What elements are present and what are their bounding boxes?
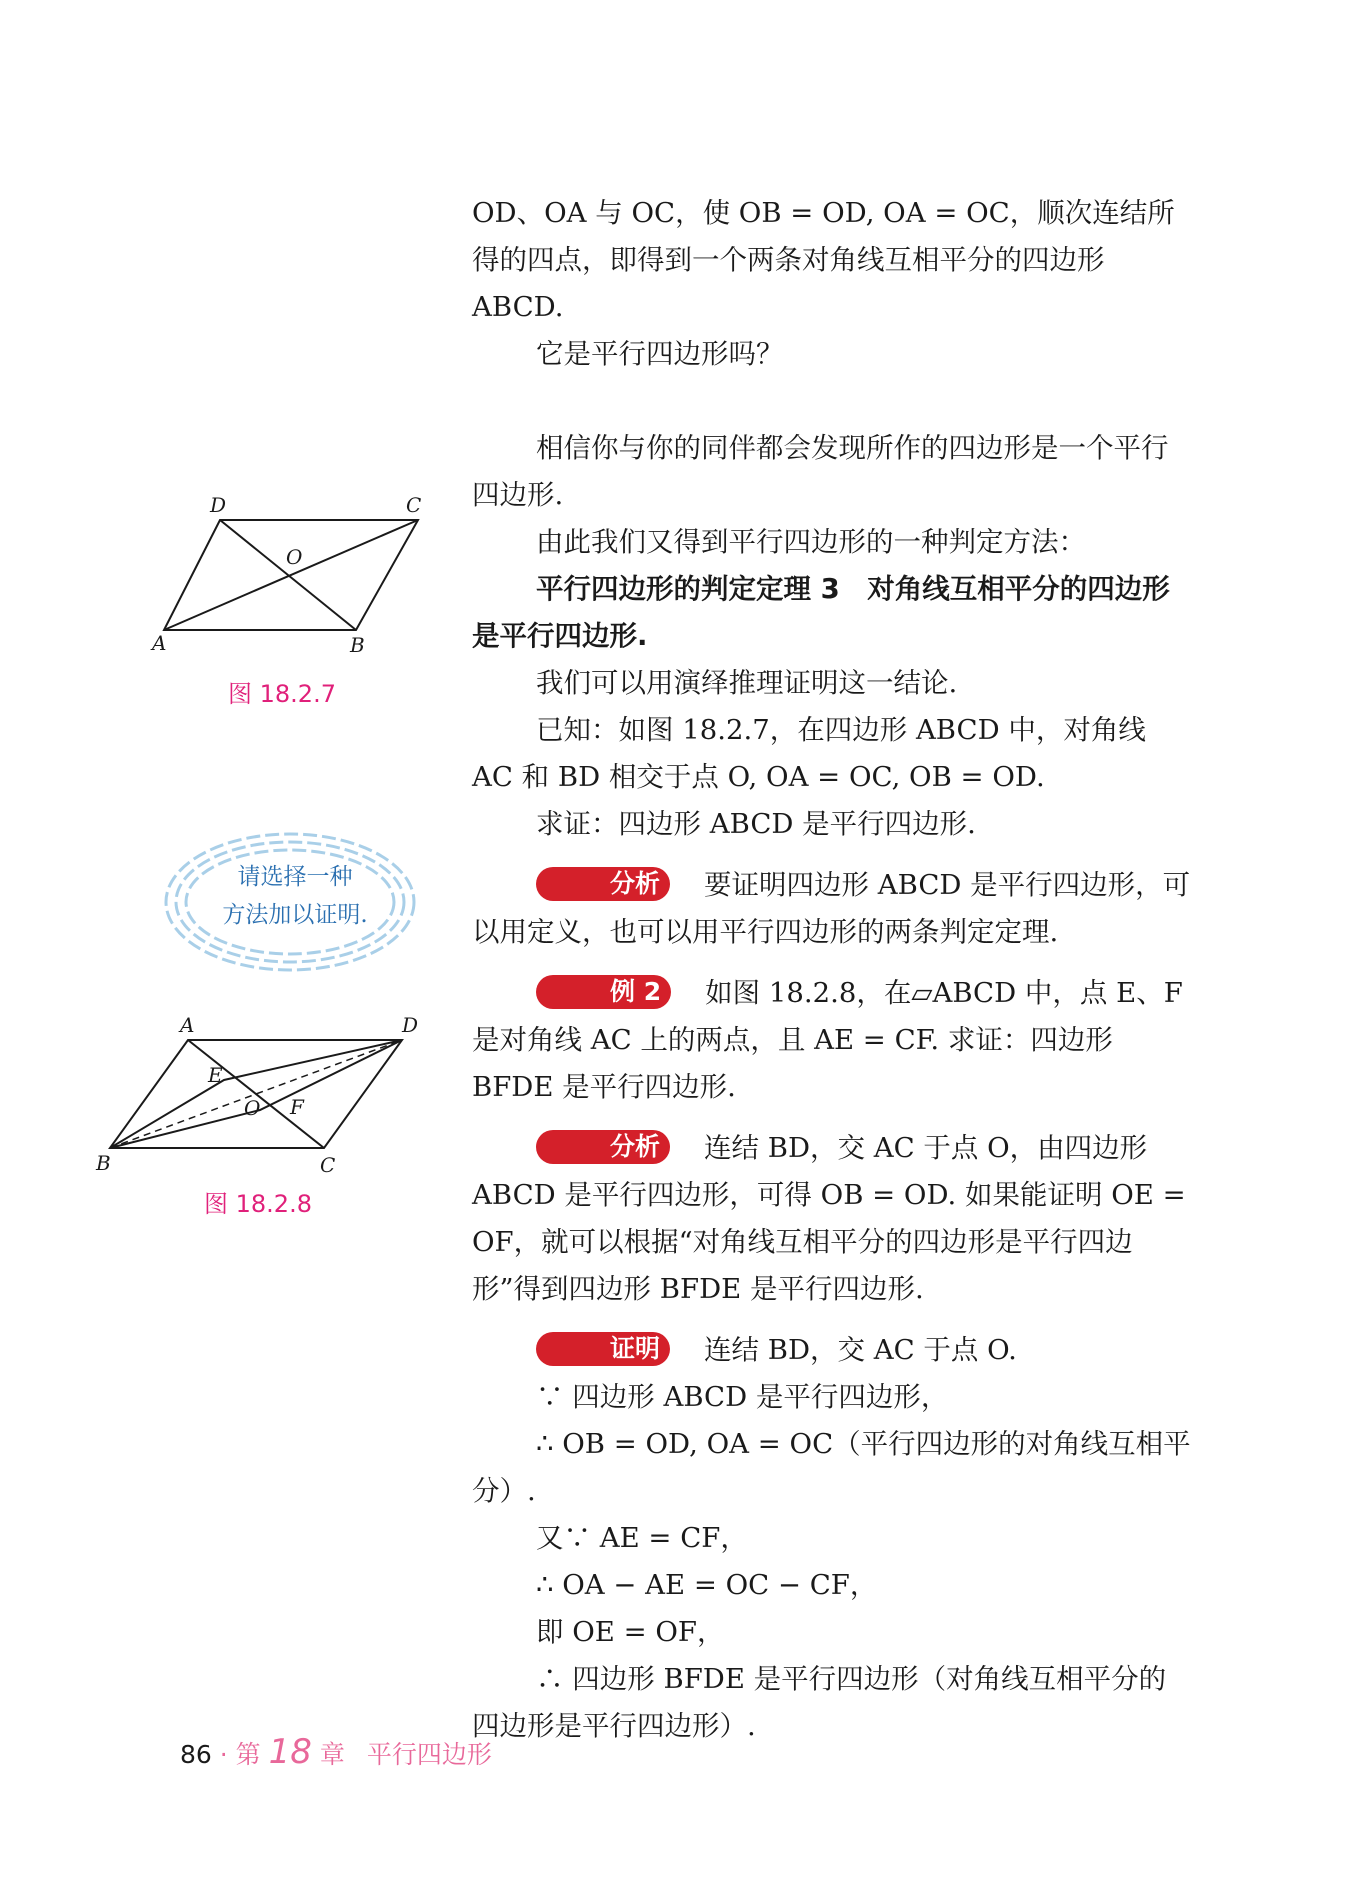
proof-tag: 证明 [536, 1332, 670, 1366]
footer-dot: · [219, 1740, 228, 1769]
analysis-1 [472, 862, 1192, 956]
label-D: D [210, 493, 227, 517]
label-B: B [96, 1151, 111, 1175]
chapter-pre: 第 [235, 1740, 261, 1769]
proof-line: ∴ OA − AE = OC − CF， [536, 1569, 878, 1601]
chapter-number: 18 [268, 1732, 312, 1772]
proof [472, 1327, 1192, 1374]
analysis-tag: 分析 [536, 1130, 670, 1164]
label-A: A [152, 631, 167, 655]
cloud-hint [200, 858, 390, 934]
given-statement: 已知：如图 18.2.7，在四边形 ABCD 中，对角线 AC 和 BD 相交于点 O, OA = OC, OB = OD. [472, 714, 1146, 793]
proof-line: 又∵ AE = CF， [536, 1522, 748, 1554]
page-number: 86 [180, 1740, 212, 1769]
label-O: O [244, 1096, 261, 1120]
label-B: B [350, 633, 365, 657]
paragraph-construction: OD、OA 与 OC，使 OB = OD, OA = OC，顺次连结所得的四点，即得到一个两条对角线互相平分的四边形 ABCD. [472, 197, 1175, 323]
label-A: A [180, 1013, 195, 1037]
label-C: C [406, 493, 422, 517]
example-2-text: 如图 18.2.8，在▱ABCD 中，点 E、F 是对角线 AC 上的两点，且 AE = CF. 求证：四边形 BFDE 是平行四边形. [472, 977, 1183, 1103]
analysis-2-text: 连结 BD，交 AC 于点 O，由四边形 ABCD 是平行四边形，可得 OB = OD. 如果能证明 OE = OF，就可以根据“对角线互相平分的四边形是平行四边形”得到四边形 BFDE 是平行四边形. [472, 1132, 1186, 1305]
figure-caption: 图 18.2.7 [228, 680, 336, 708]
proof-line: ∴ OB = OD, OA = OC（平行四边形的对角线互相平分）. [472, 1428, 1191, 1507]
proof-intro: 连结 BD，交 AC 于点 O. [704, 1334, 1017, 1366]
spacer [472, 378, 1192, 425]
proof-line: 即 OE = OF， [536, 1616, 725, 1648]
analysis-1-text: 要证明四边形 ABCD 是平行四边形，可以用定义，也可以用平行四边形的两条判定定理. [472, 869, 1191, 948]
chapter-post: 章 [319, 1740, 345, 1769]
paragraph-method-intro: 由此我们又得到平行四边形的一种判定方法： [536, 526, 1086, 558]
figure-caption: 图 18.2.8 [204, 1190, 312, 1218]
analysis-2 [472, 1125, 1192, 1313]
proof-line: ∴ 四边形 BFDE 是平行四边形（对角线互相平分的四边形是平行四边形）. [472, 1663, 1167, 1742]
analysis-tag: 分析 [536, 867, 670, 901]
page-footer [180, 1732, 492, 1772]
label-D: D [402, 1013, 419, 1037]
prove-statement: 求证：四边形 ABCD 是平行四边形. [536, 808, 976, 840]
theorem-3: 平行四边形的判定定理 3 对角线互相平分的四边形是平行四边形. [472, 573, 1170, 652]
label-O: O [286, 545, 303, 569]
main-text [472, 190, 1192, 1750]
example-2 [472, 970, 1192, 1111]
chapter-title: 平行四边形 [366, 1740, 492, 1769]
paragraph-question: 它是平行四边形吗？ [536, 338, 784, 370]
figure-18-2-7 [150, 490, 440, 660]
paragraph-discovery: 相信你与你的同伴都会发现所作的四边形是一个平行四边形. [472, 432, 1169, 511]
proof-line: ∵ 四边形 ABCD 是平行四边形， [536, 1381, 949, 1413]
cloud-line-2: 方法加以证明. [222, 902, 368, 928]
figure-18-2-8 [92, 1010, 432, 1180]
example-tag: 例 2 [536, 975, 671, 1009]
cloud-line-1: 请选择一种 [237, 864, 353, 890]
label-F: F [290, 1095, 304, 1119]
paragraph-deductive: 我们可以用演绎推理证明这一结论. [536, 667, 958, 699]
label-C: C [320, 1153, 336, 1177]
label-E: E [208, 1063, 223, 1087]
